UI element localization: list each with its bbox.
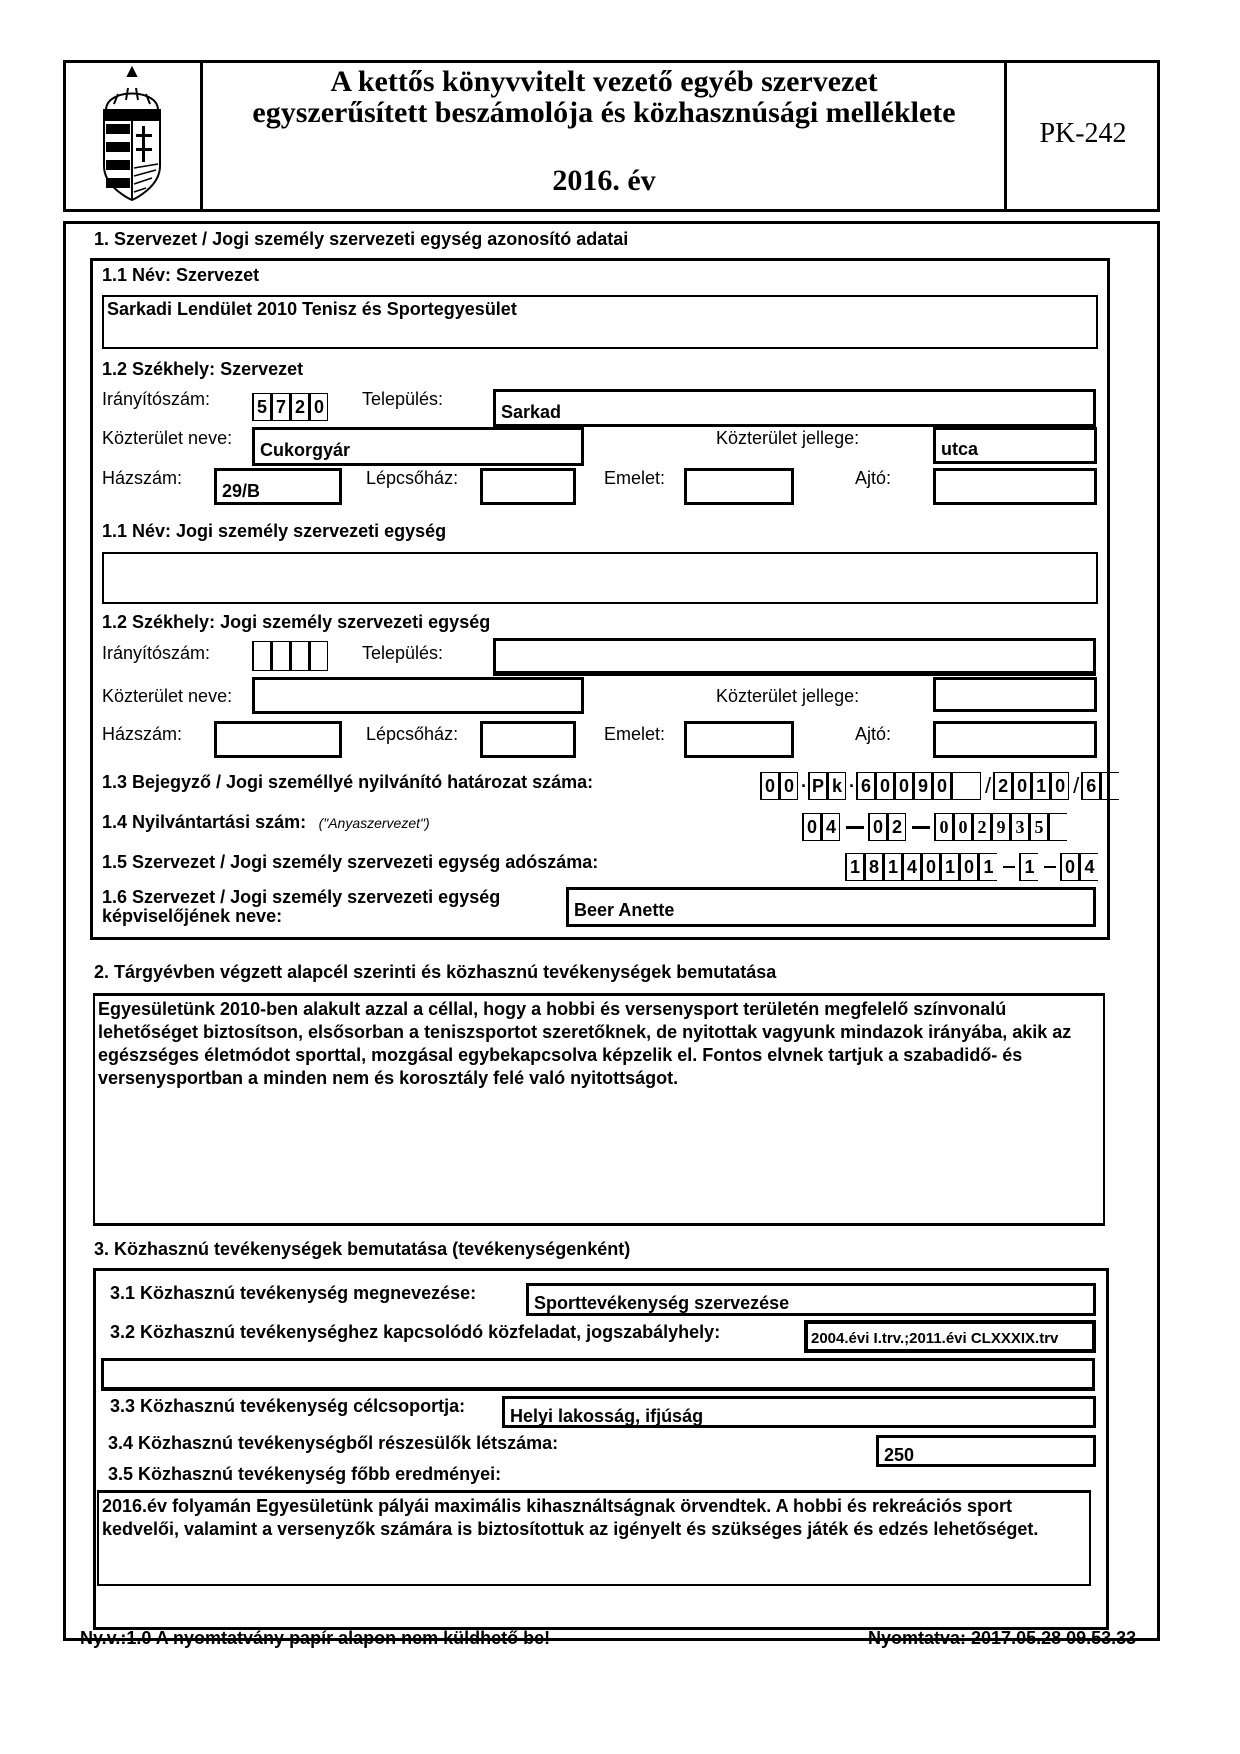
unit-zip-field[interactable] <box>252 641 328 671</box>
dash-separator <box>846 826 864 829</box>
target-group-field[interactable] <box>502 1396 1096 1428</box>
decision-digit: 0 <box>932 772 951 800</box>
decision-digit: 0 <box>875 772 894 800</box>
unit-city-label: Település: <box>362 643 444 663</box>
public-task-value: 2004.évi I.trv.;2011.évi CLXXXIX.trv <box>811 1330 1059 1347</box>
org-street-value: Cukorgyár <box>260 440 351 460</box>
org-stair-field[interactable] <box>480 468 576 505</box>
registry-digit: 3 <box>1010 813 1029 841</box>
decision-digit: 6 <box>1081 772 1100 800</box>
dot-separator: · <box>849 775 855 796</box>
org-door-label: Ajtó: <box>855 468 892 488</box>
beneficiaries-value: 250 <box>884 1445 915 1465</box>
decision-digit: P <box>808 772 827 800</box>
registry-number-note: ("Anyaszervezet") <box>318 815 430 831</box>
unit-street-type-label: Közterület jellege: <box>716 686 860 706</box>
tax-digit: 1 <box>845 853 864 881</box>
registry-digit: 4 <box>821 813 840 841</box>
form-title <box>204 66 1004 128</box>
org-house-value: 29/B <box>222 481 261 501</box>
registry-digit: 9 <box>991 813 1010 841</box>
representative-value: Beer Anette <box>574 900 675 920</box>
unit-city-field[interactable] <box>493 638 1096 676</box>
org-zip-digit: 7 <box>271 393 290 421</box>
registration-decision-field[interactable] <box>760 772 1121 800</box>
registry-digit: 0 <box>934 813 953 841</box>
slash-separator: / <box>985 773 992 798</box>
unit-house-label: Házszám: <box>102 724 183 744</box>
form-code: PK-242 <box>1039 118 1127 149</box>
representative-label-line1: 1.6 Szervezet / Jogi személy szervezeti egység <box>102 887 501 907</box>
org-name-label: 1.1 Név: Szervezet <box>102 265 260 285</box>
section3-title: 3. Közhasznú tevékenységek bemutatása (tevékenységenként) <box>94 1239 631 1259</box>
decision-digit: 0 <box>779 772 798 800</box>
org-zip-label: Irányítószám: <box>102 389 211 409</box>
tax-digit: 1 <box>978 853 997 881</box>
form-year: 2016. év <box>552 164 656 197</box>
registry-digit: 0 <box>953 813 972 841</box>
org-street-field[interactable] <box>252 427 584 466</box>
org-floor-label: Emelet: <box>604 468 666 488</box>
dash-separator <box>1003 866 1015 868</box>
org-zip-digit: 0 <box>309 393 328 421</box>
org-name-value: Sarkadi Lendület 2010 Tenisz és Sportegyesület <box>107 299 517 319</box>
unit-floor-field[interactable] <box>684 721 794 758</box>
tax-digit: 1 <box>940 853 959 881</box>
tax-digit: 0 <box>921 853 940 881</box>
org-name-field[interactable] <box>102 295 1098 349</box>
decision-digit: 1 <box>1031 772 1050 800</box>
section2-textarea[interactable] <box>93 993 1105 1226</box>
decision-digit: 0 <box>760 772 779 800</box>
org-city-label: Település: <box>362 389 444 409</box>
unit-zip-digit <box>290 641 309 671</box>
unit-house-field[interactable] <box>214 721 342 758</box>
representative-label-line2: képviselőjének neve: <box>102 906 283 926</box>
unit-name-field[interactable] <box>102 552 1098 604</box>
tax-digit: 1 <box>1019 853 1038 881</box>
decision-digit <box>1100 772 1119 800</box>
tax-digit: 4 <box>1079 853 1098 881</box>
activity-name-value: Sporttevékenység szervezése <box>534 1293 790 1313</box>
registry-number-label-group <box>102 812 430 833</box>
dot-separator: · <box>801 775 807 796</box>
org-door-field[interactable] <box>933 468 1097 505</box>
form-title-line1: A kettős könyvvitelt vezető egyéb szervezet <box>330 65 878 98</box>
unit-zip-digit <box>309 641 328 671</box>
org-floor-field[interactable] <box>684 468 794 505</box>
decision-digit: k <box>827 772 846 800</box>
section2-title: 2. Tárgyévben végzett alapcél szerinti és közhasznú tevékenységek bemutatása <box>94 962 777 982</box>
org-zip-digit: 2 <box>290 393 309 421</box>
registry-digit: 2 <box>972 813 991 841</box>
unit-door-field[interactable] <box>933 721 1097 758</box>
org-street-type-field[interactable] <box>933 427 1097 464</box>
org-street-type-value: utca <box>941 439 979 459</box>
unit-stair-field[interactable] <box>480 721 576 758</box>
registration-decision-label: 1.3 Bejegyző / Jogi személlyé nyilvánító határozat száma: <box>102 772 594 792</box>
unit-zip-digit <box>271 641 290 671</box>
unit-street-type-field[interactable] <box>933 677 1097 712</box>
unit-stair-label: Lépcsőház: <box>366 724 459 744</box>
decision-digit <box>951 772 981 800</box>
decision-digit: 0 <box>1050 772 1069 800</box>
org-address-label: 1.2 Székhely: Szervezet <box>102 359 304 379</box>
results-text: 2016.év folyamán Egyesületünk pályái maximális kihasználtságnak örvendtek. A hobbi és rekreációs sport kedvelői, valamint a versenyzők számára is biztosítottuk az igényelt és szükséges játék és edzés lehetőséget. <box>102 1496 1039 1539</box>
registry-digit: 0 <box>868 813 887 841</box>
registry-digit: 5 <box>1029 813 1048 841</box>
hungarian-coat-of-arms-icon <box>92 64 172 206</box>
header-divider-left <box>200 61 203 211</box>
unit-street-field[interactable] <box>252 677 584 714</box>
unit-street-label: Közterület neve: <box>102 686 233 706</box>
representative-label <box>102 888 500 926</box>
unit-name-label: 1.1 Név: Jogi személy szervezeti egység <box>102 521 447 541</box>
activity-name-field[interactable] <box>526 1283 1096 1316</box>
decision-digit: 0 <box>894 772 913 800</box>
footer-printed-timestamp: Nyomtatva: 2017.05.28 09.53.33 <box>868 1628 1137 1648</box>
registry-number-label: 1.4 Nyilvántartási szám: <box>102 812 307 832</box>
target-group-value: Helyi lakosság, ifjúság <box>510 1406 704 1426</box>
tax-number-field[interactable] <box>845 853 1100 881</box>
tax-digit: 8 <box>864 853 883 881</box>
beneficiaries-label: 3.4 Közhasznú tevékenységből részesülők létszáma: <box>108 1433 559 1453</box>
unit-zip-digit <box>252 641 271 671</box>
footer-notice: Ny.v.:1.0 A nyomtatvány papír alapon nem küldhető be! <box>80 1628 551 1648</box>
public-task-label: 3.2 Közhasznú tevékenységhez kapcsolódó közfeladat, jogszabályhely: <box>110 1322 721 1342</box>
org-city-field[interactable] <box>493 389 1096 427</box>
org-city-value: Sarkad <box>501 402 562 422</box>
org-zip-digit: 5 <box>252 393 271 421</box>
tax-digit: 0 <box>1060 853 1079 881</box>
registry-digit <box>1048 813 1067 841</box>
registry-number-field[interactable] <box>802 813 1069 841</box>
org-house-field[interactable] <box>214 468 342 505</box>
representative-field[interactable] <box>566 887 1096 927</box>
results-label: 3.5 Közhasznú tevékenység főbb eredményei: <box>108 1464 502 1484</box>
dash-separator <box>1044 866 1056 868</box>
public-task-extra-field[interactable] <box>101 1358 1095 1391</box>
slash-separator: / <box>1073 773 1080 798</box>
tax-number-label: 1.5 Szervezet / Jogi személy szervezeti egység adószáma: <box>102 852 599 872</box>
org-stair-label: Lépcsőház: <box>366 468 459 488</box>
registry-digit: 2 <box>887 813 906 841</box>
unit-door-label: Ajtó: <box>855 724 892 744</box>
decision-digit: 2 <box>993 772 1012 800</box>
tax-digit: 4 <box>902 853 921 881</box>
tax-digit: 0 <box>959 853 978 881</box>
unit-address-label: 1.2 Székhely: Jogi személy szervezeti egység <box>102 612 491 632</box>
org-house-label: Házszám: <box>102 468 183 488</box>
org-street-label: Közterület neve: <box>102 428 233 448</box>
unit-floor-label: Emelet: <box>604 724 666 744</box>
beneficiaries-field[interactable] <box>876 1435 1096 1467</box>
decision-digit: 9 <box>913 772 932 800</box>
form-title-line2: egyszerűsített beszámolója és közhasznúsági melléklete <box>252 96 956 129</box>
target-group-label: 3.3 Közhasznú tevékenység célcsoportja: <box>110 1396 466 1416</box>
activity-name-label: 3.1 Közhasznú tevékenység megnevezése: <box>110 1283 477 1303</box>
decision-digit: 6 <box>856 772 875 800</box>
org-zip-field[interactable] <box>252 393 328 421</box>
org-street-type-label: Közterület jellege: <box>716 428 860 448</box>
section1-title: 1. Szervezet / Jogi személy szervezeti egység azonosító adatai <box>94 229 629 249</box>
dash-separator <box>912 826 930 829</box>
decision-digit: 0 <box>1012 772 1031 800</box>
registry-digit: 0 <box>802 813 821 841</box>
tax-digit: 1 <box>883 853 902 881</box>
section2-text: Egyesületünk 2010-ben alakult azzal a céllal, hogy a hobbi és versenysport területén megfelelő színvonalú lehetőséget biztosítson, elsősorban a teniszsportot szeretőknek, de nyitottak vagyunk mindazok irányába, akik az egészséges életmódot sporttal, mozgásal egybekapcsolva képzelik el. Fontos elvnek tartjuk a szabadidő- és versenysportban a minden nem és korosztály felé való nyitottságot. <box>98 999 1072 1088</box>
unit-zip-label: Irányítószám: <box>102 643 211 663</box>
results-textarea[interactable] <box>97 1490 1091 1586</box>
public-task-field[interactable] <box>804 1320 1096 1353</box>
